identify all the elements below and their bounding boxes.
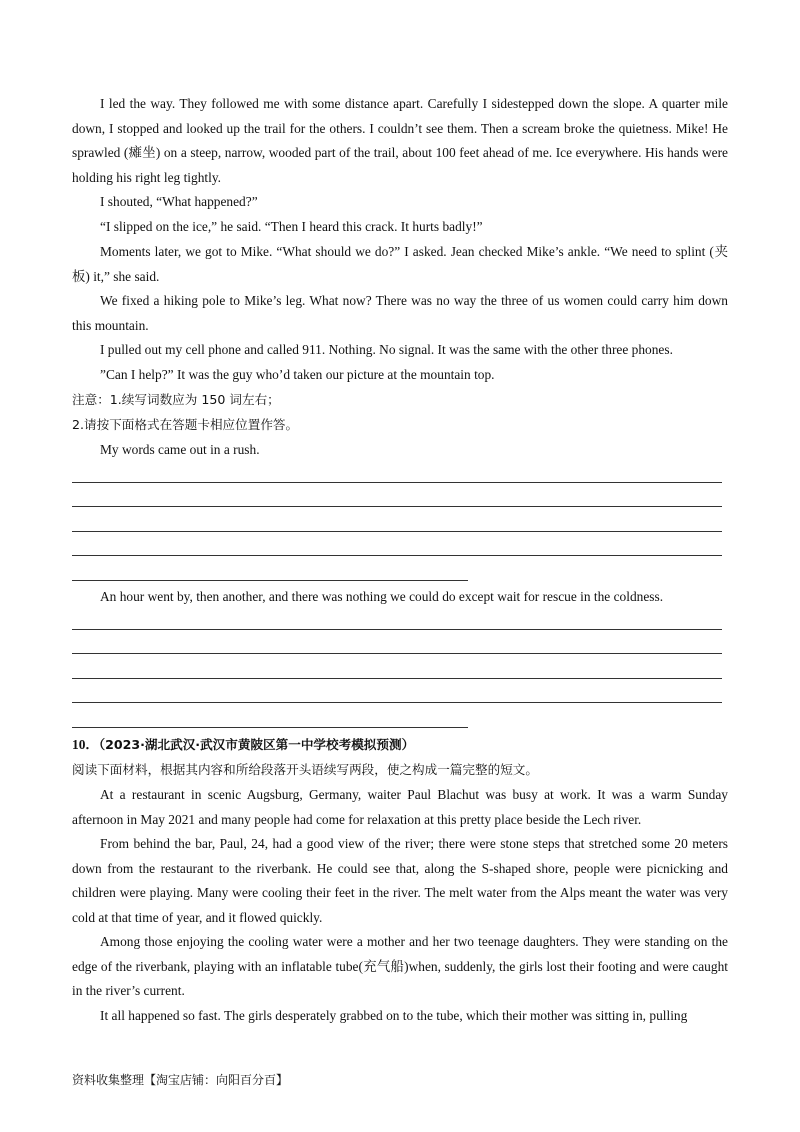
- answer-line: [72, 531, 722, 532]
- story-paragraph-2: I shouted, “What happened?”: [100, 194, 258, 209]
- story-paragraph-1: I led the way. They followed me with some distance apart. Carefully I sidestepped down the slope. A quarter mile down, I stopped and looked up the trail for the others. I couldn’t see them. Then a scream broke the quietness. Mike! He sprawled (瘫坐) on a steep, narrow, wooded part of the trail, about 100 feet ahead of me. Ice everywhere. His hands were holding his right leg tightly.: [72, 96, 728, 185]
- answer-line: [72, 580, 468, 581]
- story-paragraph-3: “I slipped on the ice,” he said. “Then I heard this crack. It hurts badly!”: [100, 219, 483, 234]
- story-paragraph-7: ”Can I help?” It was the guy who’d taken our picture at the mountain top.: [100, 367, 495, 382]
- passage-paragraph-1: At a restaurant in scenic Augsburg, Germany, waiter Paul Blachut was busy at work. It was a warm Sunday afternoon in May 2021 and many people had come for relaxation at this pretty place beside the Lech river.: [72, 787, 728, 827]
- answer-line: [72, 629, 722, 630]
- question-heading: [72, 735, 414, 755]
- note-answer-format: 2.请按下面格式在答题卡相应位置作答。: [72, 417, 299, 432]
- question-number: 10．: [72, 737, 99, 752]
- note-word-count: 注意：1.续写词数应为 150 词左右；: [72, 392, 280, 407]
- question-instruction: 阅读下面材料，根据其内容和所给段落开头语续写两段，使之构成一篇完整的短文。: [72, 762, 538, 777]
- passage-paragraph-4: It all happened so fast. The girls desperately grabbed on to the tube, which their mother was sitting in, pulling: [100, 1008, 688, 1023]
- answer-line: [72, 653, 722, 654]
- answer-line: [72, 702, 722, 703]
- page-footer: 资料收集整理【淘宝店铺：向阳百分百】: [72, 1073, 289, 1087]
- story-paragraph-6: I pulled out my cell phone and called 911. Nothing. No signal. It was the same with the other three phones.: [100, 342, 673, 357]
- continuation-prompt-1: My words came out in a rush.: [100, 442, 260, 457]
- question-source: （2023·湖北武汉·武汉市黄陂区第一中学校考模拟预测）: [98, 737, 415, 752]
- answer-line: [72, 678, 722, 679]
- answer-line: [72, 727, 468, 728]
- story-paragraph-5: We fixed a hiking pole to Mike’s leg. What now? There was no way the three of us women could carry him down this mountain.: [72, 293, 728, 333]
- passage-paragraph-3: Among those enjoying the cooling water were a mother and her two teenage daughters. They were standing on the edge of the riverbank, playing with an inflatable tube(充气船)when, suddenly, the girls lost their footing and were caught in the river’s current.: [72, 934, 728, 999]
- passage-paragraph-2: From behind the bar, Paul, 24, had a good view of the river; there were stone steps that stretched some 20 meters down from the restaurant to the riverbank. He could see that, along the S-shaped shore, people were picnicking and children were playing. Many were cooling their feet in the river. The melt water from the Alps meant the water was very cold at that time of year, and it flowed quickly.: [72, 836, 728, 925]
- answer-line: [72, 482, 722, 483]
- story-paragraph-4: Moments later, we got to Mike. “What should we do?” I asked. Jean checked Mike’s ankle. “We need to splint (夹板) it,” she said.: [72, 244, 728, 284]
- continuation-prompt-2: An hour went by, then another, and there was nothing we could do except wait for rescue in the coldness.: [100, 589, 664, 604]
- answer-line: [72, 506, 722, 507]
- answer-line: [72, 555, 722, 556]
